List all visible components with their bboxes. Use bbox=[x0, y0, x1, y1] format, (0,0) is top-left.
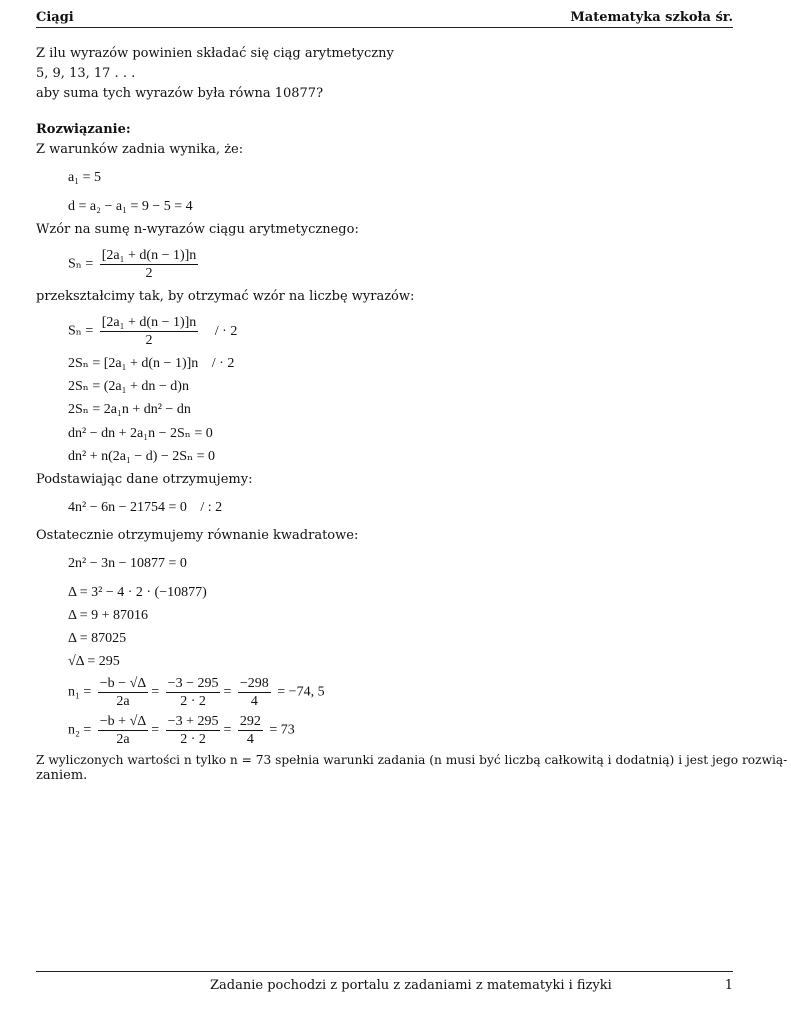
root-n2-fraction-1 bbox=[98, 714, 148, 747]
root-n1-denominator-3: 4 bbox=[250, 694, 258, 709]
footer-page-number: 1 bbox=[724, 978, 733, 993]
equation-d: d = a₂ − a₁ = 9 − 5 = 4 bbox=[68, 199, 193, 214]
substituted-equation bbox=[68, 500, 222, 516]
multiply-by-2-note: / · 2 bbox=[214, 323, 238, 339]
transform-step-1 bbox=[68, 356, 234, 372]
substituted-equation-eq: 4n² − 6n − 21754 = 0 bbox=[68, 500, 187, 515]
root-n2: n₂ = $\frac{-b + √\Delta}{2a}$ = $\frac{-3 + 295}{2 \cdot 2}$ = $\frac{292}{4}$ = 73 bbox=[68, 714, 295, 747]
root-n1-result: = −74, 5 bbox=[277, 684, 325, 700]
footer-rule bbox=[36, 971, 733, 972]
root-n2-denominator-1: 2a bbox=[116, 732, 130, 747]
transform-intro: przekształcimy tak, by otrzymać wzór na liczbę wyrazów: bbox=[36, 289, 415, 304]
quadratic-equation: 2n² − 3n − 10877 = 0 bbox=[68, 556, 187, 571]
root-n1-denominator-1: 2a bbox=[116, 694, 130, 709]
root-n2-fraction-2 bbox=[166, 714, 221, 747]
transform-step-3: 2Sₙ = 2a₁n + dn² − dn bbox=[68, 402, 191, 417]
header-rule bbox=[36, 27, 733, 28]
problem-line-1: Z ilu wyrazów powinien składać się ciąg arytmetyczny bbox=[36, 46, 394, 61]
sum-formula-2-fraction bbox=[100, 315, 199, 348]
root-n1-fraction-3 bbox=[238, 676, 271, 709]
footer-source: Zadanie pochodzi z portalu z zadaniami z matematyki i fizyki bbox=[210, 978, 612, 993]
divide-by-2-note: / : 2 bbox=[200, 500, 223, 515]
delta-step-1: Δ = 3² − 4 · 2 · (−10877) bbox=[68, 585, 207, 600]
root-n2-fraction-3 bbox=[238, 714, 263, 747]
root-n2-numerator-3: 292 bbox=[239, 714, 261, 729]
sqrt-delta: √Δ = 295 bbox=[68, 654, 120, 669]
root-n2-numerator-1: −b + √Δ bbox=[99, 714, 147, 729]
root-n2-numerator-2: −3 + 295 bbox=[167, 714, 219, 729]
delta-step-2: Δ = 9 + 87016 bbox=[68, 608, 149, 623]
root-n1-numerator-2: −3 − 295 bbox=[167, 676, 219, 691]
sum-formula-2-denominator: 2 bbox=[145, 333, 153, 348]
quadratic-intro: Ostatecznie otrzymujemy równanie kwadratowe: bbox=[36, 528, 359, 543]
transform-step-2: 2Sₙ = (2a₁ + dn − d)n bbox=[68, 379, 189, 394]
sum-formula-lhs: Sₙ = bbox=[68, 256, 94, 272]
header-left-title: Ciągi bbox=[36, 10, 74, 25]
root-n1-numerator-1: −b − √Δ bbox=[99, 676, 147, 691]
sum-formula-fraction bbox=[100, 248, 199, 281]
root-n2-denominator-3: 4 bbox=[246, 732, 254, 747]
solution-heading: Rozwiązanie: bbox=[36, 122, 131, 137]
sum-formula bbox=[68, 248, 201, 281]
sum-formula-2-lhs: Sₙ = bbox=[68, 323, 94, 339]
transform-step-1-note: / · 2 bbox=[211, 356, 235, 371]
transform-step-4: dn² − dn + 2a₁n − 2Sₙ = 0 bbox=[68, 426, 213, 441]
solution-intro: Z warunków zadnia wynika, że: bbox=[36, 142, 244, 157]
root-n2-denominator-2: 2 · 2 bbox=[180, 732, 206, 747]
root-n1-fraction-2 bbox=[166, 676, 221, 709]
sum-formula-numerator: [2a₁ + d(n − 1)]n bbox=[101, 248, 197, 263]
root-n2-lhs: n₂ = bbox=[68, 722, 92, 738]
transform-step-5: dn² + n(2a₁ − d) − 2Sₙ = 0 bbox=[68, 449, 216, 464]
root-n1-lhs: n₁ = bbox=[68, 684, 92, 700]
root-n1-numerator-3: −298 bbox=[239, 676, 269, 691]
substitute-intro: Podstawiając dane otrzymujemy: bbox=[36, 472, 253, 487]
sum-formula-times-2 bbox=[68, 315, 237, 348]
root-n1-fraction-1 bbox=[98, 676, 148, 709]
problem-line-3: aby suma tych wyrazów była równa 10877? bbox=[36, 86, 324, 101]
root-n2-result: = 73 bbox=[269, 722, 295, 738]
sum-formula-denominator: 2 bbox=[145, 266, 153, 281]
formula-intro: Wzór na sumę n-wyrazów ciągu arytmetycznego: bbox=[36, 222, 359, 237]
root-n1-denominator-2: 2 · 2 bbox=[180, 694, 206, 709]
problem-sequence: 5, 9, 13, 17 . . . bbox=[36, 66, 136, 81]
equation-a1: a₁ = 5 bbox=[68, 170, 101, 185]
transform-step-1-eq: 2Sₙ = [2a₁ + d(n − 1)]n bbox=[68, 356, 199, 371]
conclusion-line-1: Z wyliczonych wartości n tylko n = 73 spełnia warunki zadania (n musi być liczbą całkowitą i dodatnią) i jest jego rozwią- bbox=[36, 753, 788, 767]
conclusion-line-2: zaniem. bbox=[36, 768, 88, 783]
header-right-title: Matematyka szkoła śr. bbox=[570, 10, 733, 25]
delta-step-3: Δ = 87025 bbox=[68, 631, 127, 646]
root-n1: n₁ = $\frac{-b - √\Delta}{2a}$ = $\frac{-3 - 295}{2 \cdot 2}$ = $\frac{-298}{4}$ = −74, 5 bbox=[68, 676, 325, 709]
sum-formula-2-numerator: [2a₁ + d(n − 1)]n bbox=[101, 315, 197, 330]
